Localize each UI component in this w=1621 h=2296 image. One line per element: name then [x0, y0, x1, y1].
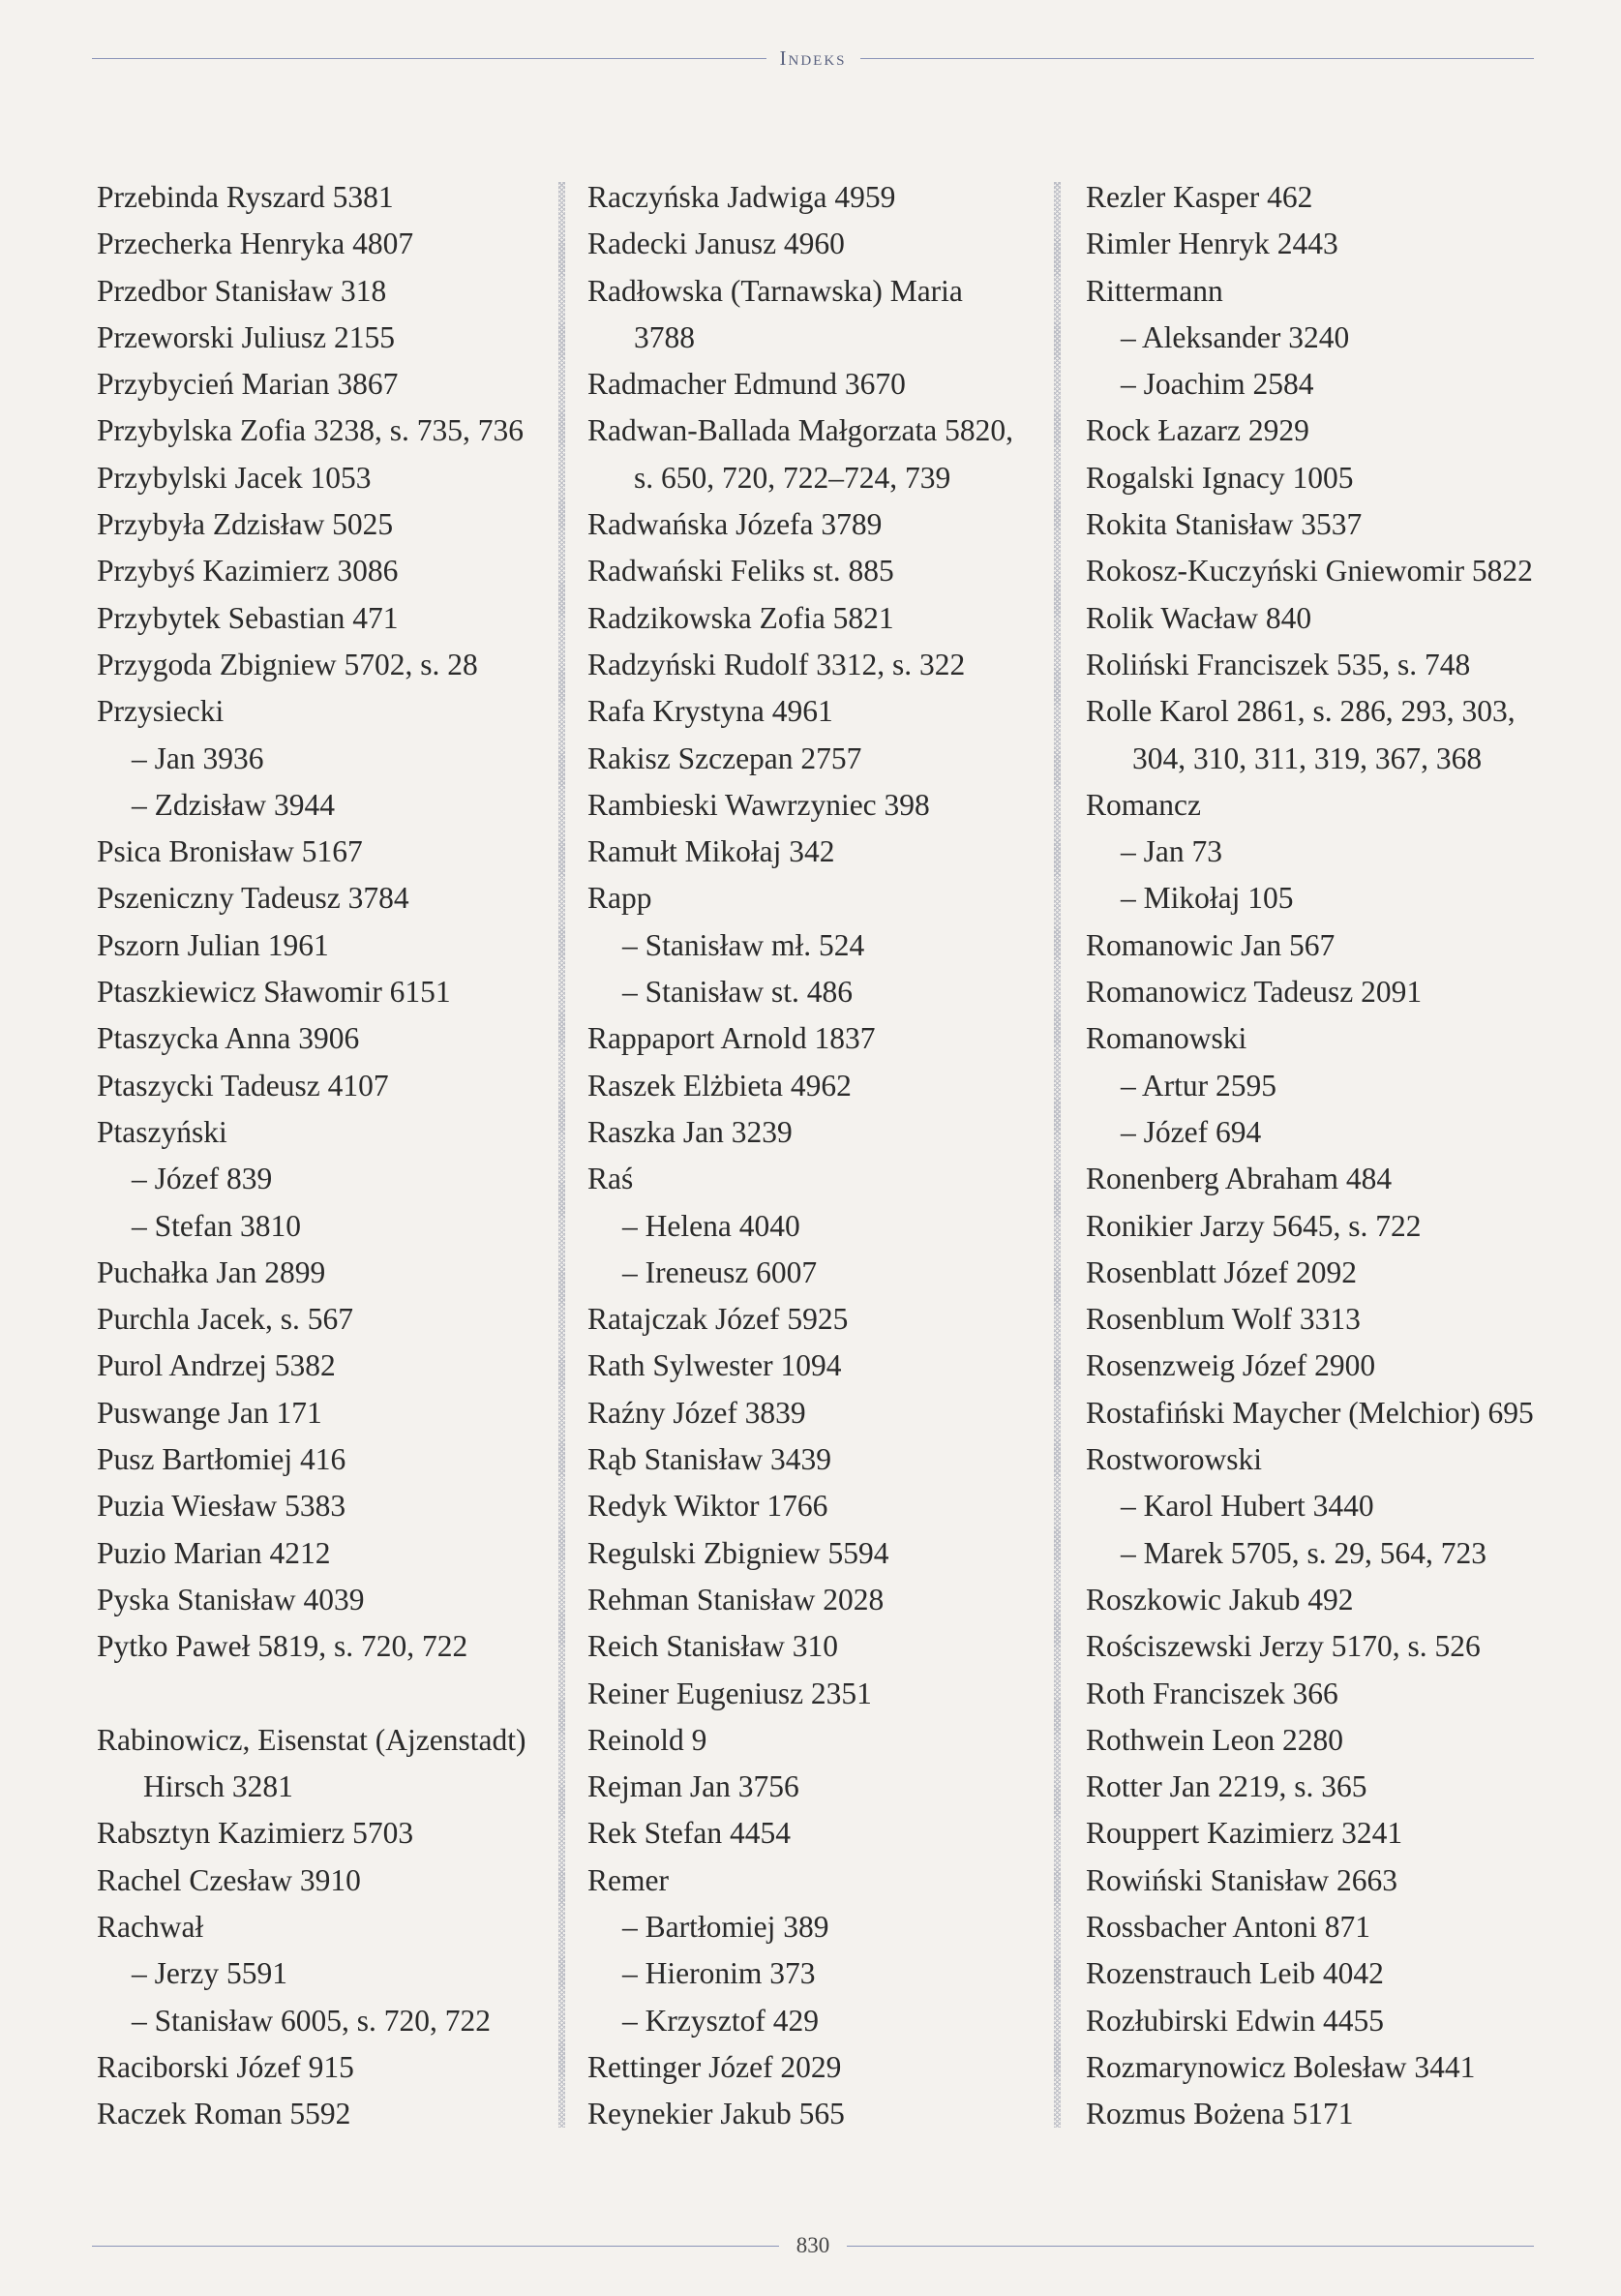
index-entry: Raczyńska Jadwiga 4959: [587, 180, 896, 214]
index-entry: Przybylska Zofia 3238, s. 735, 736: [97, 413, 524, 448]
index-entry: Rimler Henryk 2443: [1086, 227, 1338, 261]
index-subentry: – Stefan 3810: [132, 1208, 301, 1243]
index-entry: Radzyński Rudolf 3312, s. 322: [587, 647, 966, 681]
index-entry: Przeworski Juliusz 2155: [97, 319, 395, 354]
index-entry: Raś: [587, 1162, 634, 1196]
index-entry: Radłowska (Tarnawska) Maria: [587, 273, 963, 308]
header-rule-left: [92, 58, 766, 59]
index-entry: Ronikier Jarzy 5645, s. 722: [1086, 1208, 1422, 1243]
index-entry: Reich Stanisław 310: [587, 1629, 838, 1664]
index-entry: Pyska Stanisław 4039: [97, 1582, 365, 1616]
index-entry: Rokita Stanisław 3537: [1086, 507, 1363, 542]
index-entry: Rostworowski: [1086, 1442, 1263, 1477]
index-entry: Ptaszkiewicz Sławomir 6151: [97, 975, 451, 1010]
index-entry: Romanowicz Tadeusz 2091: [1086, 975, 1423, 1010]
index-entry: Przybyła Zdzisław 5025: [97, 507, 394, 542]
index-entry: Roszkowic Jakub 492: [1086, 1582, 1354, 1616]
column-divider: [1054, 182, 1061, 2128]
index-column-3: [1086, 174, 1541, 2130]
index-subentry: – Helena 4040: [622, 1208, 800, 1243]
index-subentry: – Jerzy 5591: [132, 1956, 287, 1991]
column-divider: [558, 182, 565, 2128]
index-entry: Rambieski Wawrzyniec 398: [587, 787, 930, 822]
index-entry: Radwan-Ballada Małgorzata 5820,: [587, 413, 1013, 448]
index-entry: Przybytek Sebastian 471: [97, 600, 399, 635]
index-entry: Rettinger Józef 2029: [587, 2049, 842, 2084]
index-entry: Puzia Wiesław 5383: [97, 1489, 346, 1524]
page-header: [92, 44, 1534, 73]
index-column-1: [97, 174, 552, 2130]
page-number: 830: [795, 2233, 830, 2257]
index-entry: Rościszewski Jerzy 5170, s. 526: [1086, 1629, 1481, 1664]
index-subentry: – Bartłomiej 389: [622, 1909, 829, 1944]
index-entry: Rabsztyn Kazimierz 5703: [97, 1816, 414, 1851]
index-subentry: – Stanisław st. 486: [622, 975, 854, 1010]
index-entry: Roliński Franciszek 535, s. 748: [1086, 647, 1471, 681]
index-entry: Pszorn Julian 1961: [97, 927, 329, 962]
index-entry: Purchla Jacek, s. 567: [97, 1302, 354, 1337]
index-column-2: [587, 174, 1042, 2130]
index-entry: Przygoda Zbigniew 5702, s. 28: [97, 647, 478, 681]
index-entry: Redyk Wiktor 1766: [587, 1489, 828, 1524]
index-subentry: – Jan 3936: [132, 740, 264, 775]
index-entry: Rosenblatt Józef 2092: [1086, 1254, 1357, 1289]
index-entry: Przybycień Marian 3867: [97, 367, 399, 402]
index-entry: Rowiński Stanisław 2663: [1086, 1862, 1398, 1897]
index-entry: Roth Franciszek 366: [1086, 1676, 1338, 1710]
index-entry-continuation: s. 650, 720, 722–724, 739: [634, 460, 951, 495]
index-entry: Przybylski Jacek 1053: [97, 460, 372, 495]
index-entry: Puswange Jan 171: [97, 1395, 322, 1430]
index-entry: Rehman Stanisław 2028: [587, 1582, 885, 1616]
index-entry: Reinold 9: [587, 1722, 707, 1757]
index-subentry: – Joachim 2584: [1121, 367, 1314, 402]
index-entry: Rezler Kasper 462: [1086, 180, 1313, 214]
index-entry: Rąb Stanisław 3439: [587, 1442, 831, 1477]
index-entry: Rafa Krystyna 4961: [587, 694, 833, 729]
index-entry: Rossbacher Antoni 871: [1086, 1909, 1370, 1944]
index-entry: Rouppert Kazimierz 3241: [1086, 1816, 1403, 1851]
index-entry: Purol Andrzej 5382: [97, 1348, 336, 1383]
index-entry: Radzikowska Zofia 5821: [587, 600, 894, 635]
index-entry: Radecki Janusz 4960: [587, 227, 845, 261]
index-entry: Ptaszycka Anna 3906: [97, 1021, 360, 1056]
index-entry-continuation: 3788: [634, 319, 695, 354]
index-entry: Rothwein Leon 2280: [1086, 1722, 1343, 1757]
index-subentry: – Marek 5705, s. 29, 564, 723: [1121, 1535, 1486, 1570]
index-entry: Przybyś Kazimierz 3086: [97, 554, 399, 589]
index-entry: Rozenstrauch Leib 4042: [1086, 1956, 1384, 1991]
index-entry: Przecherka Henryka 4807: [97, 227, 414, 261]
index-entry: Raczek Roman 5592: [97, 2097, 351, 2131]
index-entry: Rittermann: [1086, 273, 1223, 308]
index-entry: Rapp: [587, 881, 652, 916]
index-entry: Rosenblum Wolf 3313: [1086, 1302, 1361, 1337]
index-entry-continuation: 304, 310, 311, 319, 367, 368: [1132, 740, 1483, 775]
index-subentry: – Zdzisław 3944: [132, 787, 335, 822]
index-entry: Reiner Eugeniusz 2351: [587, 1676, 872, 1710]
index-subentry: – Ireneusz 6007: [622, 1254, 818, 1289]
index-entry: Przebinda Ryszard 5381: [97, 180, 394, 214]
index-subentry: – Hieronim 373: [622, 1956, 816, 1991]
index-entry: Ptaszyński: [97, 1114, 227, 1149]
index-entry: Rostafiński Maycher (Melchior) 695: [1086, 1395, 1534, 1430]
index-entry: Rogalski Ignacy 1005: [1086, 460, 1354, 495]
index-entry-continuation: Hirsch 3281: [143, 1769, 293, 1804]
index-subentry: – Jan 73: [1121, 834, 1222, 869]
index-subentry: – Stanisław 6005, s. 720, 722: [132, 2003, 492, 2038]
index-entry: Remer: [587, 1862, 669, 1897]
index-entry: Raszka Jan 3239: [587, 1114, 793, 1149]
index-entry: Ratajczak Józef 5925: [587, 1302, 849, 1337]
index-entry: Rotter Jan 2219, s. 365: [1086, 1769, 1367, 1804]
index-entry: Rolik Wacław 840: [1086, 600, 1312, 635]
index-entry: Rozłubirski Edwin 4455: [1086, 2003, 1384, 2038]
index-entry: Rejman Jan 3756: [587, 1769, 799, 1804]
index-entry: Regulski Zbigniew 5594: [587, 1535, 889, 1570]
index-entry: Rozmarynowicz Bolesław 3441: [1086, 2049, 1476, 2084]
index-subentry: – Krzysztof 429: [622, 2003, 819, 2038]
page-footer: [92, 2228, 1534, 2263]
index-entry: Przysiecki: [97, 694, 225, 729]
index-entry: Romanowic Jan 567: [1086, 927, 1336, 962]
index-entry: Pszeniczny Tadeusz 3784: [97, 881, 409, 916]
index-subentry: – Aleksander 3240: [1121, 319, 1350, 354]
index-entry: Psica Bronisław 5167: [97, 834, 363, 869]
index-entry: Raszek Elżbieta 4962: [587, 1068, 852, 1103]
index-entry: Romanowski: [1086, 1021, 1247, 1056]
footer-rule-right: [847, 2246, 1534, 2247]
index-entry: Rabinowicz, Eisenstat (Ajzenstadt): [97, 1722, 526, 1757]
index-entry: Rappaport Arnold 1837: [587, 1021, 876, 1056]
index-entry: Pytko Paweł 5819, s. 720, 722: [97, 1629, 468, 1664]
footer-rule-left: [92, 2246, 779, 2247]
index-entry: Rath Sylwester 1094: [587, 1348, 842, 1383]
index-entry: Radmacher Edmund 3670: [587, 367, 906, 402]
index-entry: Rek Stefan 4454: [587, 1816, 791, 1851]
index-subentry: – Józef 694: [1121, 1114, 1262, 1149]
index-entry: Ronenberg Abraham 484: [1086, 1162, 1393, 1196]
running-head: Indeks: [779, 45, 847, 70]
index-entry: Rolle Karol 2861, s. 286, 293, 303,: [1086, 694, 1516, 729]
index-subentry: – Karol Hubert 3440: [1121, 1489, 1374, 1524]
index-entry: Rosenzweig Józef 2900: [1086, 1348, 1376, 1383]
header-rule-right: [860, 58, 1535, 59]
index-entry: Pusz Bartłomiej 416: [97, 1442, 346, 1477]
index-entry: Raźny Józef 3839: [587, 1395, 806, 1430]
index-entry: Raciborski Józef 915: [97, 2049, 354, 2084]
index-columns: [0, 174, 1621, 2149]
index-entry: Przedbor Stanisław 318: [97, 273, 387, 308]
index-entry: Rokosz-Kuczyński Gniewomir 5822: [1086, 554, 1533, 589]
index-subentry: – Stanisław mł. 524: [622, 927, 865, 962]
index-entry: Ramułt Mikołaj 342: [587, 834, 835, 869]
index-entry: Puchałka Jan 2899: [97, 1254, 326, 1289]
index-subentry: – Artur 2595: [1121, 1068, 1276, 1103]
index-entry: Rakisz Szczepan 2757: [587, 740, 862, 775]
index-subentry: – Mikołaj 105: [1121, 881, 1294, 916]
index-entry: Puzio Marian 4212: [97, 1535, 331, 1570]
index-entry: Rachwał: [97, 1909, 204, 1944]
index-subentry: – Józef 839: [132, 1162, 273, 1196]
index-entry: Rachel Czesław 3910: [97, 1862, 361, 1897]
index-entry: Reynekier Jakub 565: [587, 2097, 845, 2131]
index-entry: Radwański Feliks st. 885: [587, 554, 894, 589]
index-entry: Ptaszycki Tadeusz 4107: [97, 1068, 389, 1103]
index-entry: Romancz: [1086, 787, 1201, 822]
index-entry: Rock Łazarz 2929: [1086, 413, 1309, 448]
index-entry: Rozmus Bożena 5171: [1086, 2097, 1354, 2131]
index-entry: Radwańska Józefa 3789: [587, 507, 883, 542]
